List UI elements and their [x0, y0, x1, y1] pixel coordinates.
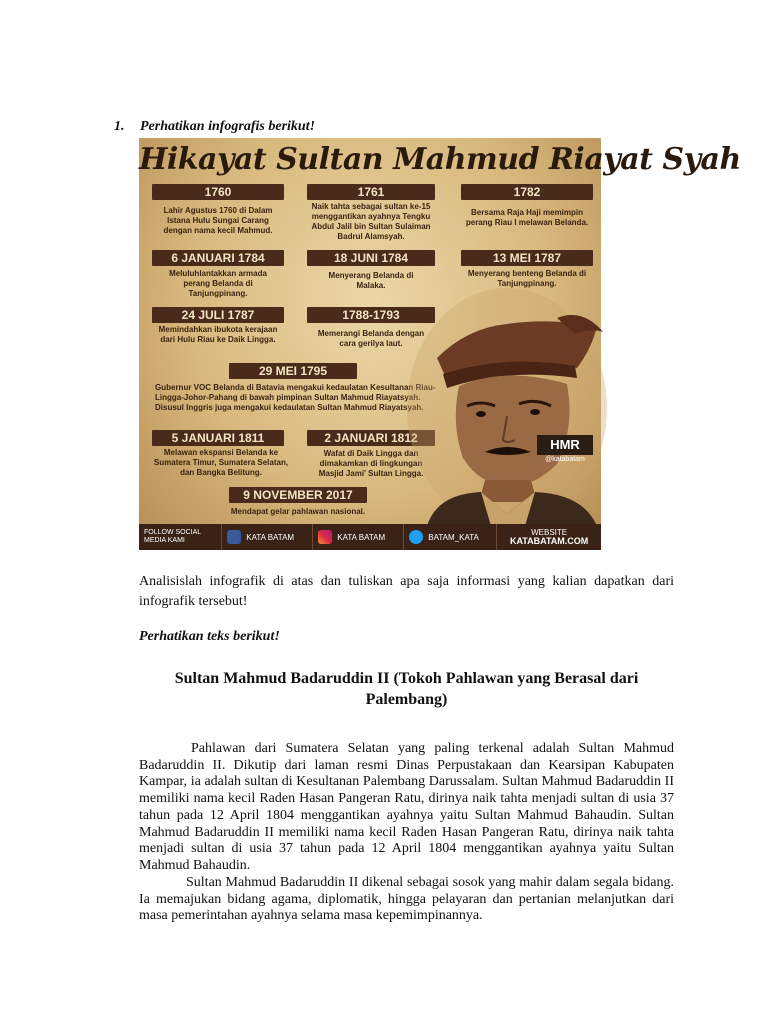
sultan-portrait-illustration [407, 288, 607, 526]
analysis-prompt: Analisislah infografik di atas dan tuliskan apa saja informasi yang kalian dapatkan dari infografik tersebut! [139, 574, 674, 609]
event-text: Menyerang Belanda di Malaka. [328, 271, 414, 290]
follow-label: FOLLOW SOCIAL MEDIA KAMI [139, 524, 222, 550]
facebook-link[interactable] [222, 524, 313, 550]
hmr-logo-text: HMR [537, 435, 593, 455]
event-text: Memindahkan ibukota kerajaan dari Hulu Riau ke Daik Lingga. [158, 325, 278, 344]
event-date: 1761 [307, 184, 435, 200]
question-number: 1. [114, 119, 125, 134]
event-date: 1788-1793 [307, 307, 435, 323]
event-text: Lahir Agustus 1760 di Dalam Istana Hulu Sungai Carang dengan nama kecil Mahmud. [163, 206, 273, 235]
instagram-handle: KATA BATAM [337, 532, 386, 542]
event-date: 29 MEI 1795 [229, 363, 357, 379]
event-text: Bersama Raja Haji memimpin perang Riau I melawan Belanda. [465, 208, 589, 227]
article-title: Sultan Mahmud Badaruddin II (Tokoh Pahlawan yang Berasal dari Palembang) [174, 670, 639, 708]
event-date: 6 JANUARI 1784 [152, 250, 284, 266]
event-text: Menyerang benteng Belanda di Tanjungpinang. [467, 269, 587, 288]
twitter-handle: BATAM_KATA [428, 532, 479, 542]
twitter-link[interactable] [404, 524, 497, 550]
event-date: 13 MEI 1787 [461, 250, 593, 266]
event-text: Melawan ekspansi Belanda ke Sumatera Timur, Sumatera Selatan, dan Bangka Belitung. [153, 448, 289, 477]
event-text: Wafat di Daik Lingga dan dimakamkan di lingkungan Masjid Jami' Sultan Lingga. [318, 449, 424, 478]
social-footer [139, 524, 601, 550]
event-date: 9 NOVEMBER 2017 [229, 487, 367, 503]
website-url: KATABATAM.COM [509, 536, 589, 546]
hmr-credit: @katabatam [545, 456, 585, 463]
event-date: 24 JULI 1787 [152, 307, 284, 323]
question-instruction [114, 119, 315, 135]
facebook-handle: KATA BATAM [246, 532, 295, 542]
event-text: Gubernur VOC Belanda di Batavia mengakui kedaulatan Kesultanan Riau-Lingga-Johor-Pahang di bawah pimpinan Sultan Mahmud Riayatsyah. Disusul Inggris juga mengakui kedaulatan Sultan Mahmud Riayatsyah. [155, 383, 436, 412]
article-paragraph: Sultan Mahmud Badaruddin II dikenal sebagai sosok yang mahir dalam segala bidang. Ia memajukan bidang agama, diplomatik, hingga pelayaran dan pertanian melanjutkan dari masa pemerintahan ayahnya selama masa kepemimpinannya. [139, 875, 674, 924]
instagram-link[interactable] [313, 524, 404, 550]
event-date: 1782 [461, 184, 593, 200]
twitter-icon [409, 530, 423, 544]
infographic-title: Hikayat Sultan Mahmud Riayat Syah [139, 142, 741, 177]
hmr-logo [537, 435, 593, 465]
event-date: 5 JANUARI 1811 [152, 430, 284, 446]
instagram-icon [318, 530, 332, 544]
event-text: Memerangi Belanda dengan cara gerilya laut. [317, 329, 425, 348]
event-date: 18 JUNI 1784 [307, 250, 435, 266]
question-text: Perhatikan infografis berikut! [140, 119, 316, 134]
article-paragraph: Pahlawan dari Sumatera Selatan yang paling terkenal adalah Sultan Mahmud Badaruddin II. Dikutip dari laman resmi Dinas Perpustakaan dan Kearsipan Kabupaten Kampar, ia adalah sultan di Kesultanan Palembang Darussalam. Sultan Mahmud Badaruddin II memiliki nama kecil Raden Hasan Pangeran Ratu, dirinya naik tahta menjadi sultan di usia 37 tahun pada 12 April 1804 menggantikan ayahnya yaitu Sultan Mahmud Bahaudin. Sultan Mahmud Badaruddin II memiliki nama kecil Raden Hasan Pangeran Ratu, dirinya naik tahta menjadi sultan di usia 37 tahun pada 12 April 1804 menggantikan ayahnya yaitu Sultan Mahmud Bahaudin. [139, 741, 674, 873]
website-link[interactable] [497, 524, 601, 550]
event-text: Mendapat gelar pahlawan nasional. [230, 507, 366, 516]
facebook-icon [227, 530, 241, 544]
website-label: WEBSITE [531, 528, 568, 537]
event-text: Meluluhlantakkan armada perang Belanda di Tanjungpinang. [169, 269, 267, 298]
event-date: 2 JANUARI 1812 [307, 430, 435, 446]
text-instruction: Perhatikan teks berikut! [139, 629, 280, 644]
event-text: Naik tahta sebagai sultan ke-15 menggantikan ayahnya Tengku Abdul Jalil bin Sultan Sulaiman Badrul Alamsyah. [311, 202, 431, 241]
infographic [139, 138, 741, 550]
event-date: 1760 [152, 184, 284, 200]
